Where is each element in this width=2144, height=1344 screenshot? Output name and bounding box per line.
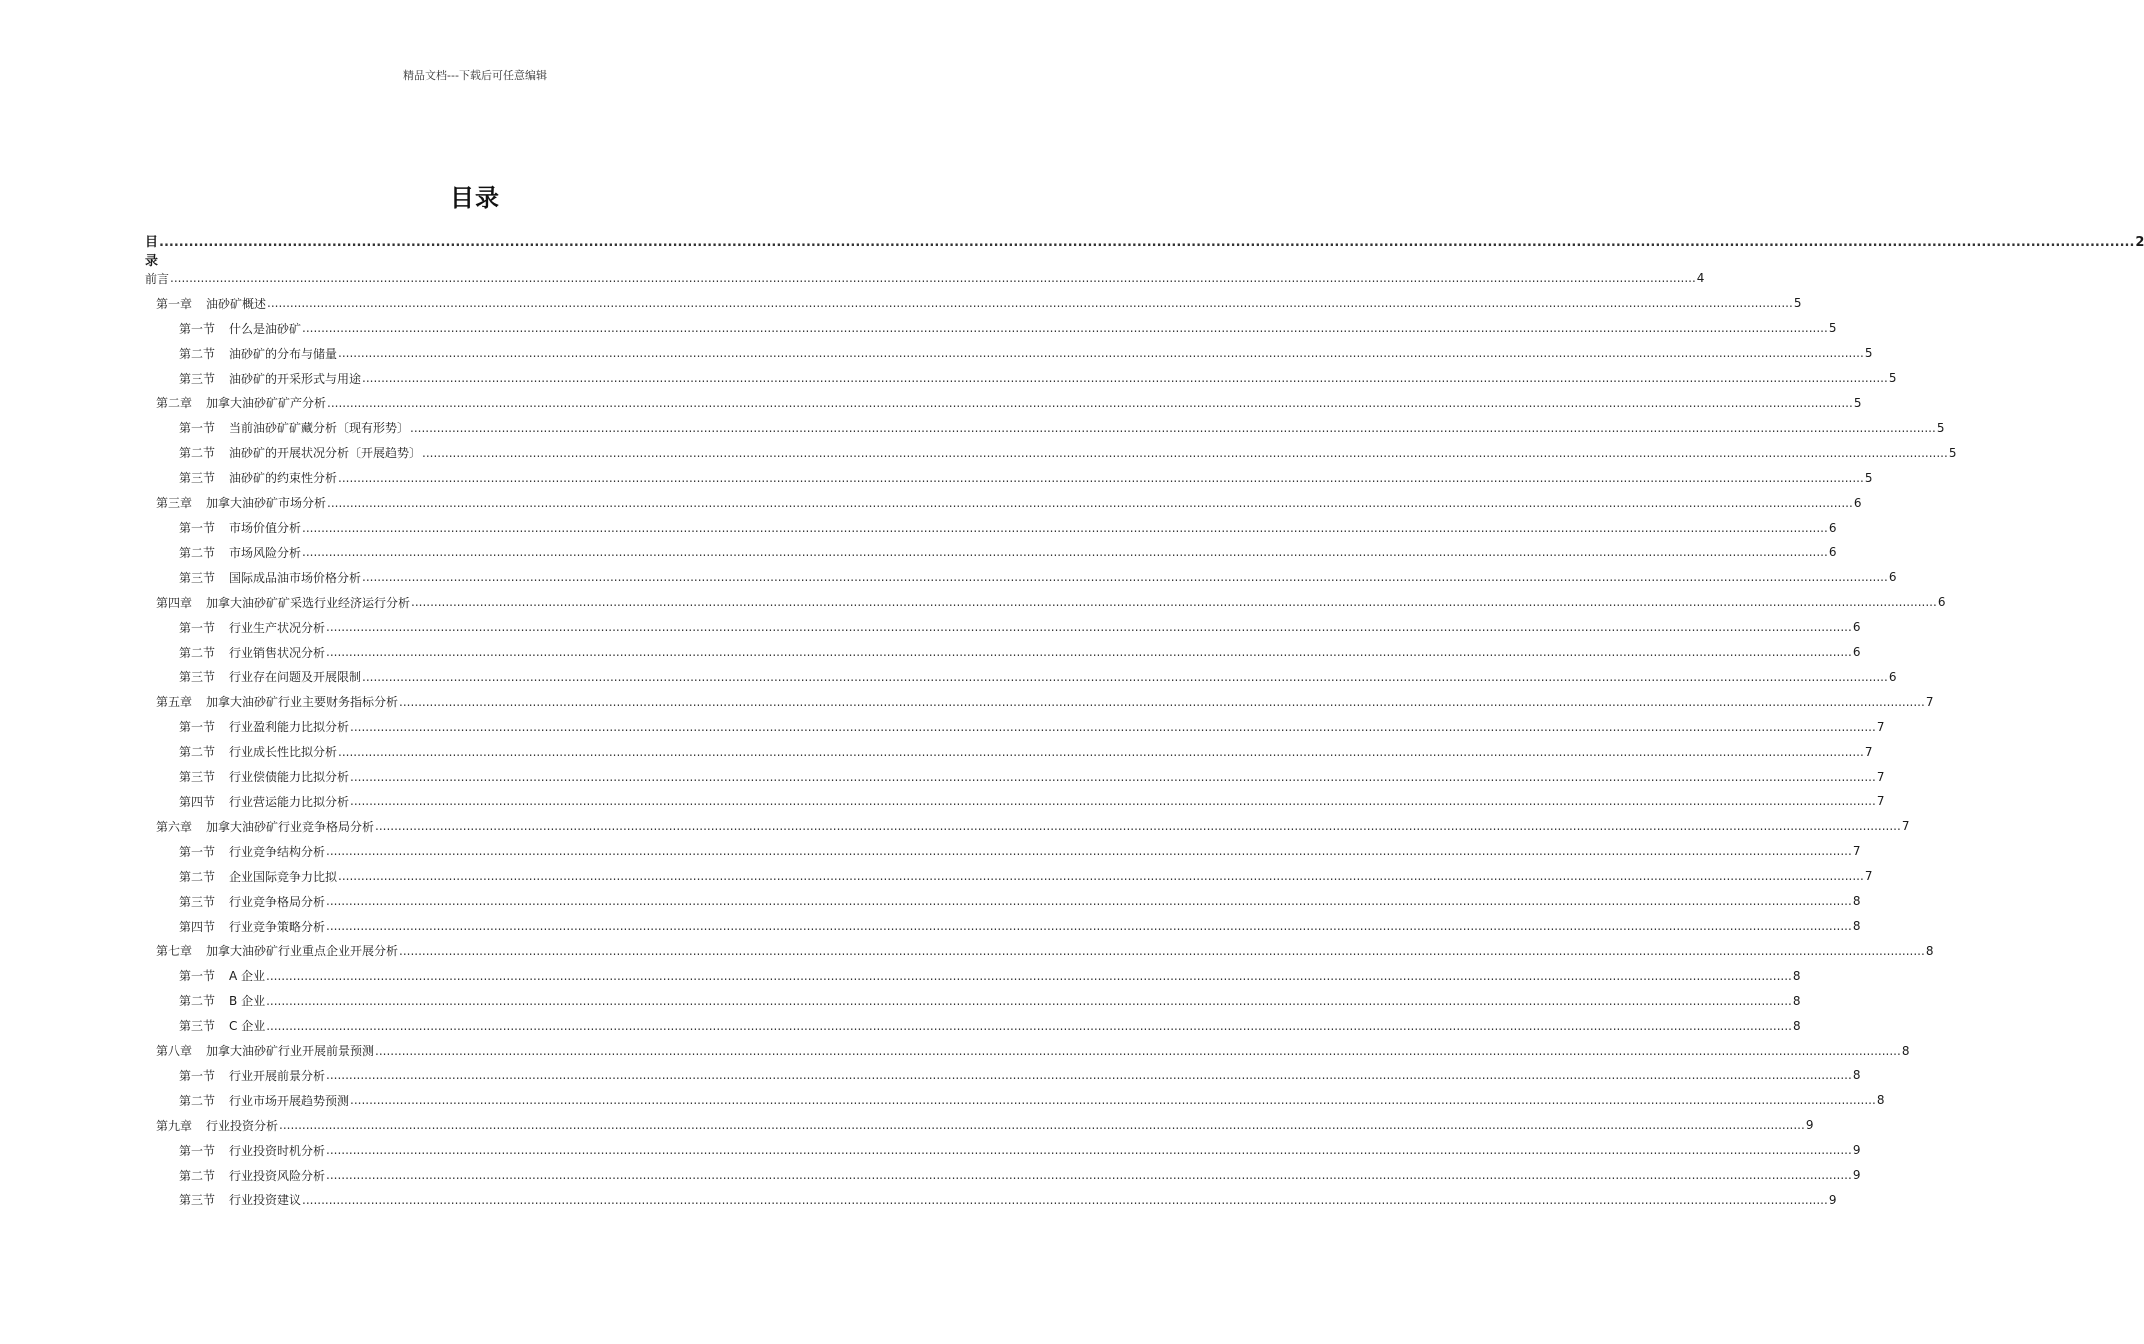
toc-entry-label	[179, 967, 265, 984]
dot-leader: ................................................................................................................................................................................................................................................................................................................................................................................................................	[326, 620, 1852, 635]
toc-page-number: 6	[1888, 570, 1897, 585]
toc-entry-title: 行业投资分析	[206, 1118, 279, 1133]
toc-entry-number: 第二节	[179, 346, 216, 361]
toc-page-number: 2	[2135, 235, 2144, 250]
toc-page-number: 5	[1864, 470, 1873, 485]
dot-leader: ................................................................................................................................................................................................................................................................................................................................................................................................................	[410, 420, 1936, 435]
dot-leader: ................................................................................................................................................................................................................................................................................................................................................................................................................	[327, 395, 1853, 410]
dot-leader: ................................................................................................................................................................................................................................................................................................................................................................................................................	[266, 968, 1792, 983]
toc-entry[interactable]	[145, 440, 1957, 465]
toc-entry[interactable]	[145, 391, 1862, 416]
dot-leader: ................................................................................................................................................................................................................................................................................................................................................................................................................	[350, 794, 1876, 809]
toc-entry-label	[179, 893, 325, 910]
toc-entry-number: 第二节	[179, 446, 216, 461]
toc-entry-number: 第五章	[156, 695, 193, 710]
toc-entry-title: 行业成长性比拟分析	[229, 745, 338, 760]
toc-entry-title: 油砂矿的开采形式与用途	[229, 371, 362, 386]
toc-entry-label	[145, 270, 169, 287]
toc-page-number: 8	[1792, 968, 1801, 983]
dot-leader: ................................................................................................................................................................................................................................................................................................................................................................................................................	[338, 470, 1864, 485]
dot-leader: ................................................................................................................................................................................................................................................................................................................................................................................................................	[362, 371, 1888, 386]
toc-entry-number: 第二节	[179, 994, 216, 1009]
toc-entry-title: B 企业	[229, 994, 266, 1009]
dot-leader: ................................................................................................................................................................................................................................................................................................................................................................................................................	[350, 1093, 1876, 1108]
toc-page-number: 8	[1792, 993, 1801, 1008]
dot-leader: ................................................................................................................................................................................................................................................................................................................................................................................................................	[399, 694, 1925, 709]
toc-entry-label	[179, 469, 337, 486]
toc-entry-title: 油砂矿的开展状况分析〔开展趋势〕	[229, 446, 422, 461]
toc-page-number: 5	[1828, 321, 1837, 336]
toc-entry-label	[156, 295, 266, 312]
toc-entry-number: 第四章	[156, 595, 193, 610]
dot-leader: ................................................................................................................................................................................................................................................................................................................................................................................................................	[399, 943, 1925, 958]
toc-page-number: 8	[1852, 919, 1861, 934]
toc-entry-title: 行业投资时机分析	[229, 1143, 326, 1158]
toc-entry-number: 第一节	[179, 844, 216, 859]
dot-leader: ................................................................................................................................................................................................................................................................................................................................................................................................................	[362, 570, 1888, 585]
toc-entry-number: 第二节	[179, 745, 216, 760]
toc-entry-label	[156, 394, 326, 411]
toc-page-number: 6	[1888, 669, 1897, 684]
toc-entry-title: 油砂矿的约束性分析	[229, 471, 338, 486]
toc-entry-number: 第三节	[179, 471, 216, 486]
toc-page-number: 4	[1696, 271, 1705, 286]
toc-entry-number: 第三节	[179, 770, 216, 785]
toc-entry-title: 行业存在问题及开展限制	[229, 670, 362, 685]
toc-entry-number: 第二节	[179, 1093, 216, 1108]
dot-leader: ................................................................................................................................................................................................................................................................................................................................................................................................................	[302, 1192, 1828, 1207]
toc-page-number: 8	[1876, 1093, 1885, 1108]
toc-entry[interactable]	[145, 1113, 1814, 1138]
dot-leader: ................................................................................................................................................................................................................................................................................................................................................................................................................	[326, 844, 1852, 859]
toc-entry[interactable]	[145, 889, 1861, 914]
dot-leader: ................................................................................................................................................................................................................................................................................................................................................................................................................	[327, 495, 1853, 510]
toc-entry-label	[179, 1017, 265, 1034]
toc-entry-label	[179, 1142, 325, 1159]
toc-page-number: 7	[1876, 719, 1885, 734]
toc-entry-title: 行业投资建议	[229, 1193, 302, 1208]
toc-entry-number: 第一章	[156, 296, 193, 311]
toc-entry-contents[interactable]	[145, 231, 2144, 269]
toc-entry-number: 第四节	[179, 794, 216, 809]
toc-entry-label	[179, 918, 325, 935]
toc-page-number: 6	[1852, 645, 1861, 660]
dot-leader: ................................................................................................................................................................................................................................................................................................................................................................................................................	[279, 1118, 1805, 1133]
toc-entry-number: 第二节	[179, 869, 216, 884]
toc-entry-title: A 企业	[229, 969, 266, 984]
toc-entry-title: 加拿大油砂矿行业开展前景预测	[206, 1044, 375, 1059]
toc-entry-label	[179, 320, 301, 337]
toc-entry[interactable]	[145, 665, 1897, 690]
toc-entry-title: 什么是油砂矿	[229, 321, 302, 336]
toc-page-number: 7	[1876, 769, 1885, 784]
toc-page-number: 8	[1852, 1068, 1861, 1083]
toc-page-number: 6	[1853, 495, 1862, 510]
toc-entry-number: 第三节	[179, 670, 216, 685]
toc-entry-number: 第三章	[156, 496, 193, 511]
document-title: 目录	[450, 184, 500, 212]
toc-entry-label	[179, 444, 421, 461]
toc-entry-title: 行业营运能力比拟分析	[229, 794, 350, 809]
toc-entry-label	[156, 594, 410, 611]
toc-entry-number: 第九章	[156, 1118, 193, 1133]
toc-entry[interactable]	[145, 739, 1873, 764]
toc-page-number: 9	[1828, 1192, 1837, 1207]
toc-entry-label	[179, 519, 301, 536]
toc-entry-number: 第一节	[179, 620, 216, 635]
toc-entry-title: 行业市场开展趋势预测	[229, 1093, 350, 1108]
toc-entry[interactable]	[145, 1063, 1861, 1088]
toc-page-number: 7	[1876, 794, 1885, 809]
toc-entry-label	[179, 419, 409, 436]
toc-entry[interactable]	[145, 341, 1873, 366]
toc-page-number: 8	[1925, 943, 1934, 958]
toc-entry[interactable]	[145, 615, 1861, 640]
toc-entry-number: 第一节	[179, 1068, 216, 1083]
toc-page-number: 6	[1828, 520, 1837, 535]
toc-entry-title: 市场风险分析	[229, 545, 302, 560]
toc-entry[interactable]	[145, 640, 1861, 665]
toc-entry-number: 第二章	[156, 396, 193, 411]
toc-entry-number: 第三节	[179, 1193, 216, 1208]
toc-entry[interactable]	[145, 540, 1837, 565]
toc-entry-label	[179, 743, 337, 760]
toc-entry[interactable]	[145, 764, 1885, 789]
toc-entry-title: 行业销售状况分析	[229, 645, 326, 660]
toc-entry[interactable]	[145, 565, 1897, 590]
toc-entry[interactable]	[145, 789, 1885, 814]
toc-page-number: 5	[1888, 371, 1897, 386]
dot-leader: ................................................................................................................................................................................................................................................................................................................................................................................................................	[159, 235, 2135, 250]
toc-entry[interactable]	[145, 415, 1945, 440]
toc-entry-label	[179, 768, 349, 785]
toc-entry-label	[156, 693, 398, 710]
toc-entry[interactable]	[145, 814, 1910, 839]
toc-entry[interactable]	[145, 1188, 1837, 1213]
toc-entry[interactable]	[145, 1013, 1801, 1038]
toc-entry[interactable]	[145, 1138, 1861, 1163]
toc-entry-label	[179, 619, 325, 636]
toc-page-number: 9	[1852, 1143, 1861, 1158]
page-header: 精品文档---下载后可任意编辑	[403, 69, 547, 82]
toc-entry-number: 第二节	[179, 1168, 216, 1183]
dot-leader: ................................................................................................................................................................................................................................................................................................................................................................................................................	[326, 1143, 1852, 1158]
dot-leader: ................................................................................................................................................................................................................................................................................................................................................................................................................	[326, 919, 1852, 934]
toc-entry[interactable]	[145, 1088, 1885, 1113]
dot-leader: ................................................................................................................................................................................................................................................................................................................................................................................................................	[266, 1018, 1792, 1033]
dot-leader: ................................................................................................................................................................................................................................................................................................................................................................................................................	[326, 894, 1852, 909]
toc-entry[interactable]	[145, 1038, 1910, 1063]
toc-entry-label	[179, 868, 337, 885]
toc-page-number: 5	[1936, 420, 1945, 435]
toc-entry[interactable]	[145, 291, 1802, 316]
toc-entry-title: 行业投资风险分析	[229, 1168, 326, 1183]
toc-entry-label	[179, 843, 325, 860]
dot-leader: ................................................................................................................................................................................................................................................................................................................................................................................................................	[302, 520, 1828, 535]
dot-leader: ................................................................................................................................................................................................................................................................................................................................................................................................................	[267, 296, 1793, 311]
toc-page-number: 6	[1937, 595, 1946, 610]
toc-entry-number: 第一节	[179, 720, 216, 735]
dot-leader: ................................................................................................................................................................................................................................................................................................................................................................................................................	[326, 645, 1852, 660]
toc-entry-title: 目录	[145, 235, 159, 269]
toc-page-number: 7	[1925, 694, 1934, 709]
toc-page-number: 7	[1864, 869, 1873, 884]
toc-entry[interactable]	[145, 963, 1801, 988]
dot-leader: ................................................................................................................................................................................................................................................................................................................................................................................................................	[338, 346, 1864, 361]
dot-leader: ................................................................................................................................................................................................................................................................................................................................................................................................................	[375, 819, 1901, 834]
toc-entry-title: 加拿大油砂矿行业重点企业开展分析	[206, 944, 399, 959]
toc-page-number: 6	[1852, 620, 1861, 635]
toc-page-number: 6	[1828, 545, 1837, 560]
toc-entry-title: 行业盈利能力比拟分析	[229, 720, 350, 735]
toc-entry[interactable]	[145, 465, 1873, 490]
toc-entry-title: 油砂矿的分布与储量	[229, 346, 338, 361]
toc-entry-number: 第三节	[179, 1019, 216, 1034]
toc-entry-number: 第一节	[179, 1143, 216, 1158]
toc-entry-label	[179, 793, 349, 810]
toc-entry-number: 第二节	[179, 545, 216, 560]
toc-entry-number: 第七章	[156, 944, 193, 959]
toc-entry-number: 第八章	[156, 1044, 193, 1059]
toc-entry-number: 第六章	[156, 819, 193, 834]
toc-entry-label	[179, 345, 337, 362]
toc-entry-title: 行业生产状况分析	[229, 620, 326, 635]
toc-entry-label	[179, 1191, 301, 1208]
toc-page-number: 9	[1805, 1118, 1814, 1133]
dot-leader: ................................................................................................................................................................................................................................................................................................................................................................................................................	[338, 869, 1864, 884]
toc-page-number: 5	[1948, 445, 1957, 460]
toc-entry-label	[179, 1092, 349, 1109]
toc-entry[interactable]	[145, 266, 1705, 291]
toc-page-number: 8	[1852, 894, 1861, 909]
dot-leader: ................................................................................................................................................................................................................................................................................................................................................................................................................	[422, 445, 1948, 460]
toc-entry[interactable]	[145, 938, 1934, 963]
toc-entry-label	[156, 1042, 374, 1059]
toc-entry-title: 行业竞争结构分析	[229, 844, 326, 859]
toc-entry[interactable]	[145, 590, 1946, 615]
toc-page-number: 8	[1793, 1018, 1801, 1033]
dot-leader: ................................................................................................................................................................................................................................................................................................................................................................................................................	[362, 669, 1888, 684]
toc-entry[interactable]	[145, 914, 1861, 939]
toc-entry-title: 加拿大油砂矿矿产分析	[206, 396, 327, 411]
toc-entry-number: 第三节	[179, 894, 216, 909]
dot-leader: ................................................................................................................................................................................................................................................................................................................................................................................................................	[326, 1068, 1852, 1083]
toc-entry[interactable]	[145, 839, 1861, 864]
toc-entry-number: 第一节	[179, 969, 216, 984]
toc-entry-number: 第一节	[179, 321, 216, 336]
toc-page-number: 7	[1901, 819, 1910, 834]
toc-entry-label	[156, 1117, 278, 1134]
toc-entry-label	[156, 942, 398, 959]
toc-entry-number: 第三节	[179, 371, 216, 386]
toc-entry[interactable]	[145, 988, 1801, 1013]
toc-entry-title: 企业国际竞争力比拟	[229, 869, 338, 884]
toc-entry-title: 行业开展前景分析	[229, 1068, 326, 1083]
toc-page-number: 5	[1864, 346, 1873, 361]
dot-leader: ................................................................................................................................................................................................................................................................................................................................................................................................................	[350, 769, 1876, 784]
toc-entry-number: 第一节	[179, 521, 216, 536]
toc-entry-label	[179, 718, 349, 735]
toc-entry[interactable]	[145, 714, 1885, 739]
toc-page-number: 9	[1852, 1168, 1861, 1183]
toc-entry-title: 行业竞争策略分析	[229, 919, 326, 934]
toc-entry[interactable]	[145, 515, 1837, 540]
toc-entry-title: 油砂矿概述	[206, 296, 267, 311]
toc-entry-label	[179, 644, 325, 661]
dot-leader: ................................................................................................................................................................................................................................................................................................................................................................................................................	[302, 321, 1828, 336]
toc-page-number: 7	[1852, 844, 1861, 859]
dot-leader: ................................................................................................................................................................................................................................................................................................................................................................................................................	[411, 595, 1937, 610]
toc-entry-title: 行业偿债能力比拟分析	[229, 770, 350, 785]
toc-entry[interactable]	[145, 490, 1862, 515]
toc-entry-title: 当前油砂矿矿藏分析〔现有形势〕	[229, 421, 410, 436]
toc-entry-title: 市场价值分析	[229, 521, 302, 536]
toc-page-number: 8	[1901, 1043, 1910, 1058]
dot-leader: ................................................................................................................................................................................................................................................................................................................................................................................................................	[326, 1168, 1852, 1183]
toc-entry-label	[179, 544, 301, 561]
toc-entry-number: 第一节	[179, 421, 216, 436]
toc-entry[interactable]	[145, 689, 1934, 714]
dot-leader: ................................................................................................................................................................................................................................................................................................................................................................................................................	[375, 1043, 1901, 1058]
dot-leader: ................................................................................................................................................................................................................................................................................................................................................................................................................	[266, 993, 1792, 1008]
toc-page-number: 5	[1793, 296, 1802, 311]
toc-entry[interactable]	[145, 316, 1837, 341]
toc-entry-title: 加拿大油砂矿行业主要财务指标分析	[206, 695, 399, 710]
toc-entry[interactable]	[145, 1163, 1861, 1188]
dot-leader: ................................................................................................................................................................................................................................................................................................................................................................................................................	[350, 719, 1876, 734]
dot-leader: ................................................................................................................................................................................................................................................................................................................................................................................................................	[302, 545, 1828, 560]
toc-entry-number: 第三节	[179, 570, 216, 585]
toc-page-number: 5	[1853, 395, 1862, 410]
toc-entry-label	[156, 818, 374, 835]
toc-entry-title: 行业竞争格局分析	[229, 894, 326, 909]
toc-entry-title: 国际成品油市场价格分析	[229, 570, 362, 585]
toc-entry-label	[179, 569, 361, 586]
dot-leader: ................................................................................................................................................................................................................................................................................................................................................................................................................	[338, 744, 1864, 759]
toc-entry-title: 加拿大油砂矿矿采选行业经济运行分析	[206, 595, 411, 610]
toc-entry-title: 加拿大油砂矿市场分析	[206, 496, 327, 511]
toc-entry-label	[179, 1067, 325, 1084]
toc-entry-number: 第四节	[179, 919, 216, 934]
table-of-contents	[145, 266, 1957, 1212]
toc-entry-title: 前言	[145, 271, 170, 286]
toc-entry-label	[179, 1167, 325, 1184]
toc-entry-label	[179, 992, 265, 1009]
toc-entry-label	[179, 668, 361, 685]
toc-entry-label	[179, 370, 361, 387]
toc-page-number: 7	[1864, 744, 1873, 759]
toc-entry[interactable]	[145, 366, 1897, 391]
dot-leader: ................................................................................................................................................................................................................................................................................................................................................................................................................	[170, 271, 1696, 286]
toc-entry-title: 加拿大油砂矿行业竞争格局分析	[206, 819, 375, 834]
toc-entry[interactable]	[145, 864, 1873, 889]
toc-entry-label	[156, 494, 326, 511]
toc-entry-number: 第二节	[179, 645, 216, 660]
toc-entry-title: C 企业	[229, 1019, 266, 1034]
